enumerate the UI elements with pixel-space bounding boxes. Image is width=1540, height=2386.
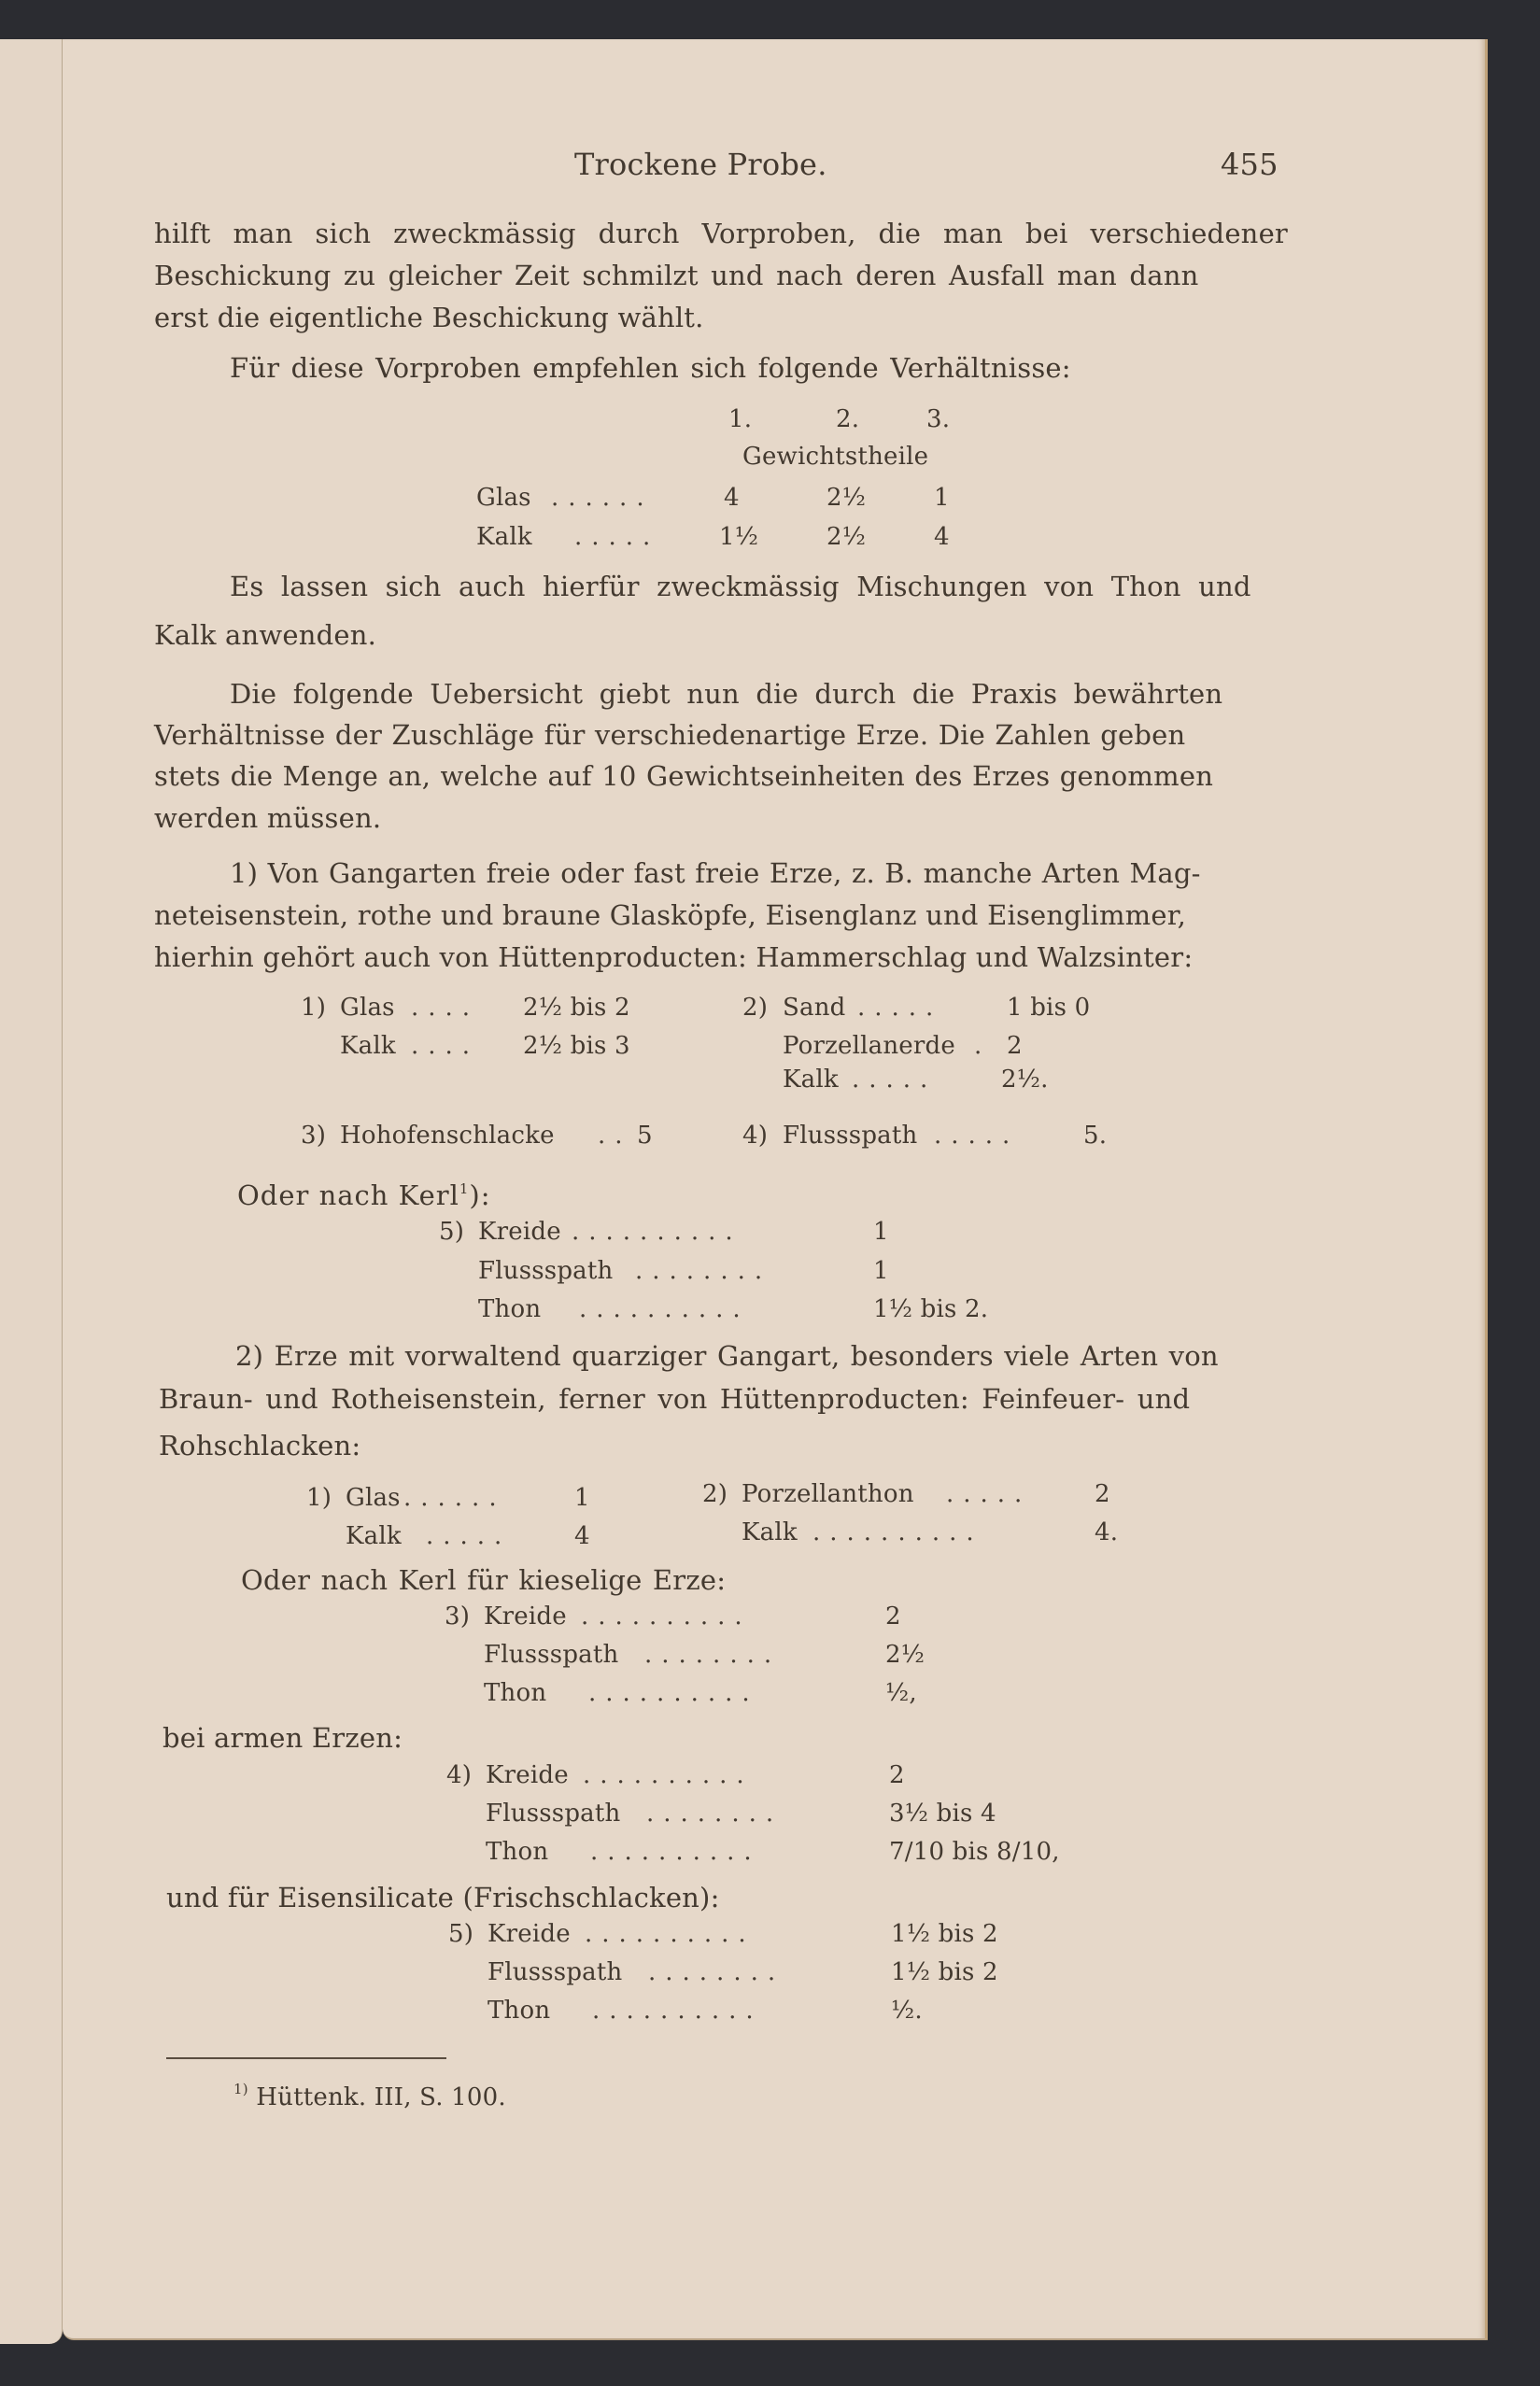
paragraph-line: werden müssen. bbox=[154, 802, 382, 834]
mix-ingredient: Glas bbox=[340, 994, 395, 1022]
paragraph-line: Beschickung zu gleicher Zeit schmilzt und nach deren Ausfall man dann bbox=[154, 260, 1199, 291]
mix-amount: 1 bbox=[873, 1218, 889, 1246]
mix-amount: 4 bbox=[574, 1522, 590, 1550]
mix-amount: 5 bbox=[637, 1122, 653, 1150]
mix-ingredient: Kalk bbox=[340, 1032, 396, 1060]
mix-ingredient: Thon bbox=[478, 1295, 542, 1323]
mix-number: 3) bbox=[445, 1602, 471, 1631]
leader-dots: .......... bbox=[590, 1838, 761, 1866]
mix-amount: 4. bbox=[1095, 1518, 1119, 1546]
leader-dots: ..... bbox=[574, 523, 660, 551]
paragraph-line: Verhältnisse der Zuschläge für verschiedenartige Erze. Die Zahlen geben bbox=[154, 719, 1186, 751]
mix-ingredient: Porzellanerde bbox=[783, 1032, 955, 1060]
mix-number: 4) bbox=[446, 1761, 473, 1789]
mix-amount: 1 bbox=[574, 1484, 590, 1512]
column-header-2: 2. bbox=[836, 405, 860, 433]
leader-dots: .......... bbox=[812, 1518, 983, 1546]
mix-number: 3) bbox=[301, 1122, 327, 1150]
mix-ingredient: Glas bbox=[346, 1484, 401, 1512]
mix-amount: 3½ bis 4 bbox=[889, 1800, 996, 1828]
mix-amount: 2 bbox=[885, 1602, 901, 1631]
mix-amount: 1 bis 0 bbox=[1007, 994, 1091, 1022]
mix-number: 1) bbox=[306, 1484, 332, 1512]
leader-dots: .......... bbox=[581, 1602, 752, 1631]
mix-amount: 2½. bbox=[1001, 1066, 1049, 1094]
leader-dots: ........ bbox=[635, 1257, 772, 1285]
leader-dots: ..... bbox=[946, 1480, 1032, 1508]
paragraph-line: neteisenstein, rothe und braune Glasköpfe, Eisenglanz und Eisenglimmer, bbox=[154, 899, 1187, 931]
table-cell: 2½ bbox=[827, 523, 867, 551]
section-2-heading-line: 2) Erze mit vorwaltend quarziger Gangart, besonders viele Arten von bbox=[235, 1340, 1219, 1372]
leader-dots: ........ bbox=[648, 1958, 785, 1986]
leader-dots: .......... bbox=[572, 1218, 742, 1246]
mix-ingredient: Thon bbox=[487, 1997, 551, 2025]
unit-label: Gewichtstheile bbox=[742, 443, 929, 471]
table-row-label: Glas bbox=[476, 484, 531, 512]
paragraph-line: Es lassen sich auch hierfür zweckmässig Mischungen von Thon und bbox=[230, 571, 1251, 602]
mix-number: 1) bbox=[301, 994, 327, 1022]
column-header-1: 1. bbox=[728, 405, 753, 433]
kerl-lead-end: ): bbox=[469, 1179, 491, 1211]
column-header-3: 3. bbox=[926, 405, 951, 433]
mix-amount: 2½ bis 2 bbox=[523, 994, 630, 1022]
running-title: Trockene Probe. bbox=[574, 147, 827, 182]
mix-ingredient: Flussspath bbox=[478, 1257, 614, 1285]
mix-ingredient: Kreide bbox=[487, 1920, 571, 1948]
mix-number: 2) bbox=[702, 1480, 728, 1508]
leader-dots: .. bbox=[598, 1122, 632, 1150]
paragraph-line: Die folgende Uebersicht giebt nun die durch die Praxis bewährten bbox=[230, 678, 1223, 710]
mix-ingredient: Kalk bbox=[783, 1066, 839, 1094]
mix-ingredient: Thon bbox=[486, 1838, 549, 1866]
leader-dots: ..... bbox=[934, 1122, 1020, 1150]
leader-dots: .... bbox=[411, 994, 480, 1022]
mix-ingredient: Kreide bbox=[486, 1761, 569, 1789]
mix-ingredient: Kalk bbox=[742, 1518, 798, 1546]
mix-amount: 2½ bis 3 bbox=[523, 1032, 630, 1060]
paragraph-line: Braun- und Rotheisenstein, ferner von Hüttenproducten: Feinfeuer- und bbox=[159, 1383, 1191, 1415]
arm-lead: bei armen Erzen: bbox=[162, 1722, 403, 1754]
leader-dots: .......... bbox=[588, 1679, 759, 1707]
mix-amount: 2 bbox=[1007, 1032, 1023, 1060]
facing-page-edge bbox=[0, 39, 63, 2344]
leader-dots: .......... bbox=[585, 1920, 756, 1948]
mix-number: 5) bbox=[439, 1218, 465, 1246]
leader-dots: ..... bbox=[426, 1522, 512, 1550]
mix-amount: 2 bbox=[1095, 1480, 1110, 1508]
leader-dots: ...... bbox=[403, 1484, 506, 1512]
mix-amount: 1½ bis 2 bbox=[891, 1958, 998, 1986]
mix-ingredient: Flussspath bbox=[486, 1800, 621, 1828]
leader-dots: ........ bbox=[646, 1800, 784, 1828]
paragraph-line: Rohschlacken: bbox=[159, 1430, 361, 1461]
footnote-rule bbox=[166, 2057, 446, 2059]
paragraph-line: erst die eigentliche Beschickung wählt. bbox=[154, 302, 704, 333]
table-cell: 4 bbox=[934, 523, 950, 551]
table-row-label: Kalk bbox=[476, 523, 532, 551]
mix-ingredient: Kreide bbox=[478, 1218, 561, 1246]
mix-number: 5) bbox=[448, 1920, 474, 1948]
leader-dots: . bbox=[974, 1032, 992, 1060]
line-text: hilft man sich zweckmässig durch Vorproben, die man bei verschiedener bbox=[154, 218, 1288, 249]
mix-amount: 2½ bbox=[885, 1641, 925, 1669]
mix-amount: 7/10 bis 8/10, bbox=[889, 1838, 1060, 1866]
mix-amount: 1 bbox=[873, 1257, 889, 1285]
mix-amount: 1½ bis 2. bbox=[873, 1295, 989, 1323]
leader-dots: .... bbox=[411, 1032, 480, 1060]
mix-number: 2) bbox=[742, 994, 769, 1022]
footnote-reference[interactable]: 1 bbox=[459, 1180, 470, 1197]
mix-number: 4) bbox=[742, 1122, 769, 1150]
section-1-heading-line: 1) Von Gangarten freie oder fast freie Erze, z. B. manche Arten Mag- bbox=[230, 857, 1201, 889]
leader-dots: ..... bbox=[852, 1066, 938, 1094]
paragraph-line bbox=[154, 220, 1288, 247]
table-cell: 4 bbox=[724, 484, 740, 512]
mix-ingredient: Flussspath bbox=[783, 1122, 918, 1150]
mix-ingredient: Porzellanthon bbox=[742, 1480, 914, 1508]
mix-amount: ½, bbox=[885, 1679, 917, 1707]
page-number: 455 bbox=[1221, 147, 1279, 182]
mix-amount: ½. bbox=[891, 1997, 923, 2025]
mix-amount: 2 bbox=[889, 1761, 905, 1789]
leader-dots: ........ bbox=[644, 1641, 782, 1669]
footnote bbox=[233, 2082, 506, 2110]
table-cell: 2½ bbox=[827, 484, 867, 512]
kerl-lead: Oder nach Kerl für kieselige Erze: bbox=[241, 1564, 727, 1596]
table-cell: 1½ bbox=[719, 523, 759, 551]
mix-ingredient: Kalk bbox=[346, 1522, 402, 1550]
mix-ingredient: Kreide bbox=[484, 1602, 567, 1631]
silicate-lead: und für Eisensilicate (Frischschlacken): bbox=[166, 1882, 720, 1913]
mix-amount: 5. bbox=[1083, 1122, 1108, 1150]
footnote-mark: 1) bbox=[233, 2081, 248, 2097]
leader-dots: .......... bbox=[583, 1761, 754, 1789]
kerl-lead bbox=[237, 1179, 491, 1211]
mix-amount: 1½ bis 2 bbox=[891, 1920, 998, 1948]
mix-ingredient: Thon bbox=[484, 1679, 547, 1707]
leader-dots: .......... bbox=[579, 1295, 750, 1323]
footnote-text: Hüttenk. III, S. 100. bbox=[256, 2083, 506, 2111]
leader-dots: ..... bbox=[857, 994, 943, 1022]
leader-dots: ...... bbox=[551, 484, 654, 512]
mix-ingredient: Hohofenschlacke bbox=[340, 1122, 555, 1150]
leader-dots: .......... bbox=[592, 1997, 763, 2025]
paragraph-line: hierhin gehört auch von Hüttenproducten: Hammerschlag und Walzsinter: bbox=[154, 941, 1194, 973]
table-cell: 1 bbox=[934, 484, 950, 512]
kerl-lead-text: Oder nach Kerl bbox=[237, 1179, 459, 1211]
mix-ingredient: Flussspath bbox=[487, 1958, 623, 1986]
mix-ingredient: Sand bbox=[783, 994, 846, 1022]
vorproben-lead: Für diese Vorproben empfehlen sich folgende Verhältnisse: bbox=[230, 352, 1071, 384]
paragraph-line: stets die Menge an, welche auf 10 Gewichtseinheiten des Erzes genommen bbox=[154, 760, 1214, 792]
paragraph-line: Kalk anwenden. bbox=[154, 619, 377, 651]
mix-ingredient: Flussspath bbox=[484, 1641, 619, 1669]
